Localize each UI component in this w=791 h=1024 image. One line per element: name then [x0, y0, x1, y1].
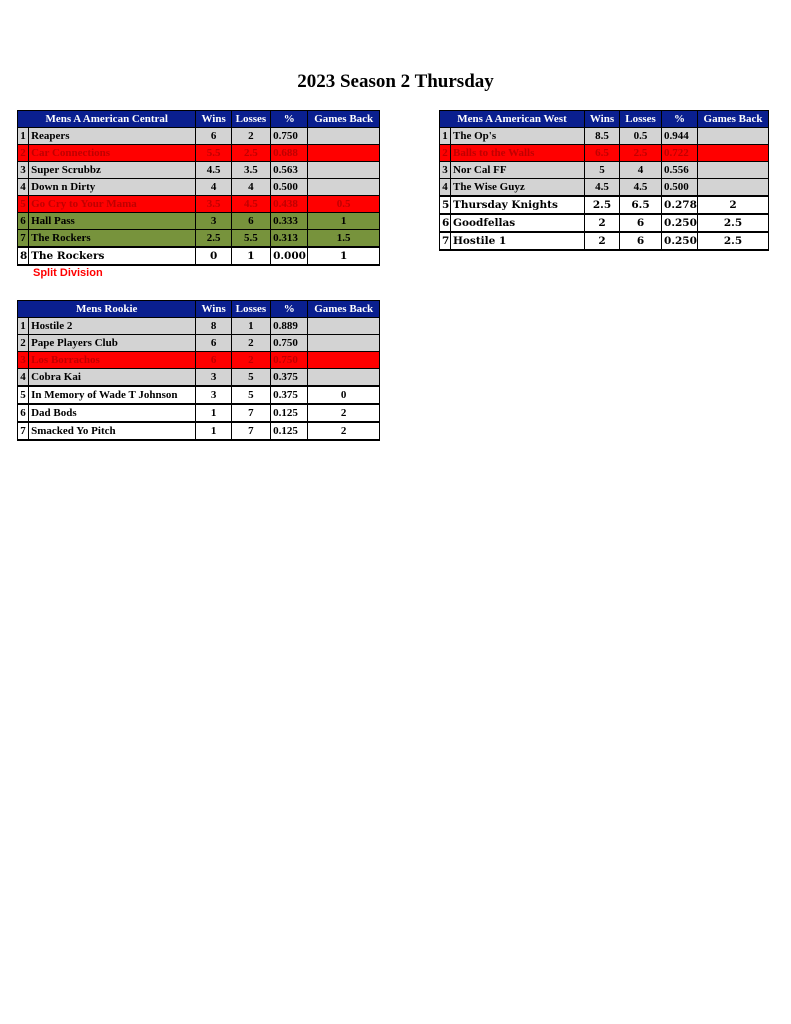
table-row	[440, 196, 769, 214]
pct: 0.313	[271, 230, 308, 248]
team-name: Down n Dirty	[29, 179, 196, 196]
losses: 5.5	[231, 230, 270, 248]
team-name: Hostile 1	[451, 232, 585, 250]
wins: 1	[196, 422, 231, 440]
games-back	[698, 179, 769, 197]
rank: 7	[18, 230, 29, 248]
wins: 2	[585, 232, 620, 250]
losses: 3.5	[231, 162, 270, 179]
losses: 5	[231, 386, 270, 404]
wins: 8	[196, 318, 231, 335]
pct-header: %	[662, 111, 698, 128]
west-standings-table	[439, 110, 769, 251]
rank: 2	[440, 145, 451, 162]
losses: 7	[231, 404, 270, 422]
rank: 5	[440, 196, 451, 214]
rank: 1	[18, 128, 29, 145]
losses: 5	[231, 369, 270, 387]
pct: 0.688	[271, 145, 308, 162]
table-header	[18, 111, 380, 128]
rank: 2	[18, 145, 29, 162]
games-back	[308, 162, 380, 179]
table-row	[440, 179, 769, 197]
losses: 2	[231, 352, 270, 369]
table-row	[18, 179, 380, 196]
division-name: Mens A American West	[440, 111, 585, 128]
team-name: Nor Cal FF	[451, 162, 585, 179]
games-back-header: Games Back	[308, 111, 380, 128]
table-row	[440, 145, 769, 162]
pct-header: %	[271, 301, 308, 318]
team-name: Balls to the Walls	[451, 145, 585, 162]
losses: 6.5	[620, 196, 662, 214]
games-back	[308, 335, 380, 352]
table-row	[18, 352, 380, 369]
wins: 5	[585, 162, 620, 179]
table-row	[18, 247, 380, 265]
losses: 7	[231, 422, 270, 440]
rank: 7	[18, 422, 29, 440]
rank: 3	[440, 162, 451, 179]
wins: 6	[196, 352, 231, 369]
table-row	[18, 369, 380, 387]
losses: 2	[231, 128, 270, 145]
rank: 5	[18, 386, 29, 404]
team-name: The Op's	[451, 128, 585, 145]
games-back	[698, 128, 769, 145]
pct: 0.500	[271, 179, 308, 196]
rank: 6	[440, 214, 451, 232]
rank: 7	[440, 232, 451, 250]
table-row	[18, 386, 380, 404]
team-name: Go Cry to Your Mama	[29, 196, 196, 213]
division-name: Mens A American Central	[18, 111, 196, 128]
games-back: 1	[308, 247, 380, 265]
pct: 0.750	[271, 335, 308, 352]
team-name: Cobra Kai	[29, 369, 196, 387]
pct: 0.250	[662, 232, 698, 250]
rank: 4	[440, 179, 451, 197]
losses: 2.5	[620, 145, 662, 162]
pct: 0.944	[662, 128, 698, 145]
table-row	[18, 335, 380, 352]
games-back: 1	[308, 213, 380, 230]
pct: 0.722	[662, 145, 698, 162]
losses-header: Losses	[231, 111, 270, 128]
losses-header: Losses	[620, 111, 662, 128]
team-name: Goodfellas	[451, 214, 585, 232]
losses: 4.5	[231, 196, 270, 213]
wins: 6	[196, 335, 231, 352]
games-back: 2.5	[698, 232, 769, 250]
pct: 0.563	[271, 162, 308, 179]
table-row	[18, 196, 380, 213]
team-name: Thursday Knights	[451, 196, 585, 214]
table-row	[18, 162, 380, 179]
team-name: Car Connections	[29, 145, 196, 162]
table-header	[18, 301, 380, 318]
team-name: In Memory of Wade T Johnson	[29, 386, 196, 404]
games-back: 0	[308, 386, 380, 404]
table-row	[440, 162, 769, 179]
wins: 3	[196, 369, 231, 387]
wins-header: Wins	[196, 111, 231, 128]
team-name: Super Scrubbz	[29, 162, 196, 179]
games-back	[308, 318, 380, 335]
pct: 0.500	[662, 179, 698, 197]
team-name: Hall Pass	[29, 213, 196, 230]
games-back: 2.5	[698, 214, 769, 232]
rank: 8	[18, 247, 29, 265]
pct: 0.000	[271, 247, 308, 265]
losses: 4	[620, 162, 662, 179]
pct: 0.125	[271, 404, 308, 422]
wins: 1	[196, 404, 231, 422]
split-division-note: Split Division	[33, 267, 103, 279]
games-back: 1.5	[308, 230, 380, 248]
pct: 0.278	[662, 196, 698, 214]
games-back	[308, 369, 380, 387]
table-row	[440, 232, 769, 250]
wins: 6.5	[585, 145, 620, 162]
wins: 2	[585, 214, 620, 232]
wins: 3	[196, 213, 231, 230]
team-name: Pape Players Club	[29, 335, 196, 352]
losses: 1	[231, 318, 270, 335]
rank: 3	[18, 352, 29, 369]
rank: 4	[18, 369, 29, 387]
pct: 0.750	[271, 128, 308, 145]
losses: 0.5	[620, 128, 662, 145]
pct: 0.889	[271, 318, 308, 335]
wins: 8.5	[585, 128, 620, 145]
pct: 0.333	[271, 213, 308, 230]
table-row	[18, 230, 380, 248]
page-title: 2023 Season 2 Thursday	[297, 71, 494, 92]
table-row	[18, 145, 380, 162]
wins-header: Wins	[585, 111, 620, 128]
table-row	[18, 318, 380, 335]
team-name: The Rockers	[29, 247, 196, 265]
losses: 4	[231, 179, 270, 196]
wins: 2.5	[196, 230, 231, 248]
rank: 5	[18, 196, 29, 213]
team-name: The Wise Guyz	[451, 179, 585, 197]
games-back	[698, 162, 769, 179]
rank: 6	[18, 213, 29, 230]
pct: 0.375	[271, 369, 308, 387]
games-back-header: Games Back	[698, 111, 769, 128]
games-back: 0.5	[308, 196, 380, 213]
rank: 2	[18, 335, 29, 352]
table-row	[18, 213, 380, 230]
pct: 0.375	[271, 386, 308, 404]
wins: 2.5	[585, 196, 620, 214]
central-standings-table	[17, 110, 380, 266]
losses: 6	[231, 213, 270, 230]
team-name: Smacked Yo Pitch	[29, 422, 196, 440]
table-row	[440, 128, 769, 145]
team-name: Reapers	[29, 128, 196, 145]
pct: 0.438	[271, 196, 308, 213]
losses: 2.5	[231, 145, 270, 162]
games-back	[308, 145, 380, 162]
losses: 6	[620, 214, 662, 232]
division-name: Mens Rookie	[18, 301, 196, 318]
team-name: The Rockers	[29, 230, 196, 248]
losses: 4.5	[620, 179, 662, 197]
rank: 3	[18, 162, 29, 179]
rank: 1	[18, 318, 29, 335]
wins: 6	[196, 128, 231, 145]
wins-header: Wins	[196, 301, 231, 318]
wins: 4.5	[196, 162, 231, 179]
rank: 4	[18, 179, 29, 196]
table-row	[18, 422, 380, 440]
table-row	[18, 128, 380, 145]
rank: 6	[18, 404, 29, 422]
team-name: Los Borrachos	[29, 352, 196, 369]
table-header	[440, 111, 769, 128]
pct: 0.250	[662, 214, 698, 232]
games-back	[698, 145, 769, 162]
pct: 0.556	[662, 162, 698, 179]
losses: 6	[620, 232, 662, 250]
games-back: 2	[698, 196, 769, 214]
games-back-header: Games Back	[308, 301, 380, 318]
pct: 0.125	[271, 422, 308, 440]
wins: 5.5	[196, 145, 231, 162]
wins: 0	[196, 247, 231, 265]
pct-header: %	[271, 111, 308, 128]
games-back	[308, 352, 380, 369]
wins: 4	[196, 179, 231, 196]
games-back	[308, 128, 380, 145]
wins: 3	[196, 386, 231, 404]
losses-header: Losses	[231, 301, 270, 318]
rookie-standings-table	[17, 300, 380, 441]
team-name: Dad Bods	[29, 404, 196, 422]
games-back: 2	[308, 404, 380, 422]
wins: 3.5	[196, 196, 231, 213]
table-row	[440, 214, 769, 232]
games-back: 2	[308, 422, 380, 440]
losses: 1	[231, 247, 270, 265]
pct: 0.750	[271, 352, 308, 369]
wins: 4.5	[585, 179, 620, 197]
rank: 1	[440, 128, 451, 145]
table-row	[18, 404, 380, 422]
losses: 2	[231, 335, 270, 352]
games-back	[308, 179, 380, 196]
team-name: Hostile 2	[29, 318, 196, 335]
